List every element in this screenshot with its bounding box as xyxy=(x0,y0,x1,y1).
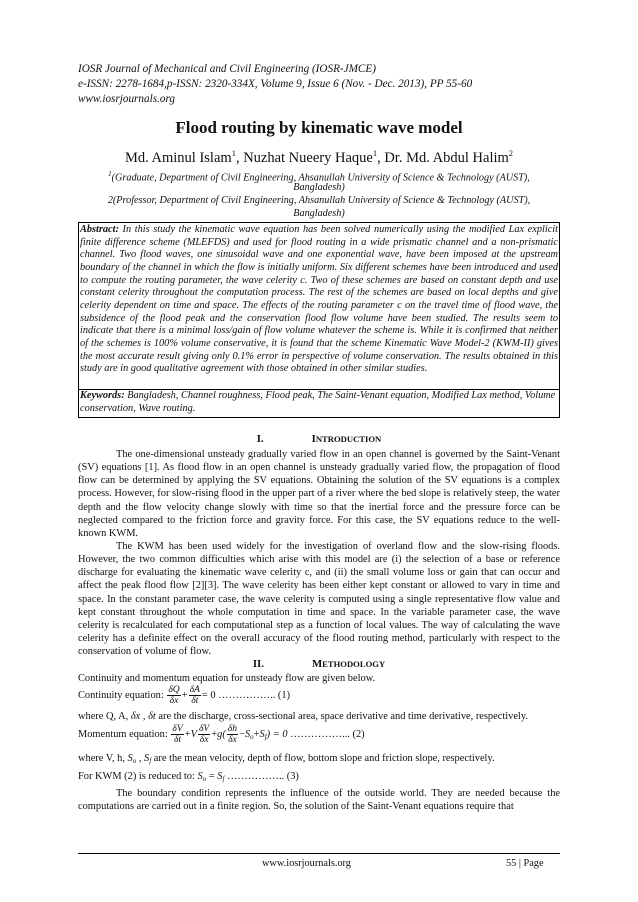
author-name: Dr. Md. Abdul Halim xyxy=(384,149,509,166)
section-title-rest: ETHODOLOGY xyxy=(322,659,386,669)
denominator: δt xyxy=(173,734,182,746)
author-affil-mark: 1 xyxy=(372,148,378,158)
author-affil-mark: 1 xyxy=(231,148,236,158)
subscript: f xyxy=(149,757,152,765)
numerator: δV xyxy=(172,723,183,735)
math-symbol: δx xyxy=(130,711,141,722)
section-title-rest: NTRODUCTION xyxy=(315,434,382,444)
plus-sign: + xyxy=(181,690,188,701)
math-symbol: S xyxy=(144,753,150,764)
equation-label: Continuity equation: xyxy=(78,690,164,701)
plus-sign: + xyxy=(253,729,260,740)
methodology-paragraph: The boundary condition represents the influence of the outside world. They are needed because the computations are carried out in a finite region. So, the solution of the Saint-Venant equations require that xyxy=(78,788,560,813)
minus-sign: − xyxy=(239,729,245,740)
section-heading-introduction xyxy=(0,433,638,445)
section-heading-methodology xyxy=(0,658,638,670)
intro-paragraph-1: The one-dimensional unsteady gradually varied flow in an open channel is governed by the Saint-Venant (SV) equations [1]. As flood flow in an open channel is unsteady gradually varied flow, the propagation of flood flow can be determined by applying the SV equations. Obtaining the solution of the SV equations is a complex process. However, for slow-rising flood in the upper part of a river where the bed slope is relatively steep, the water depth and the flow velocity change slowly with time so that the inertial force and the pressure force can be neglected compared to the friction force and gravity force. For this case, the SV equations reduce to the well-known KWM. xyxy=(78,449,560,539)
denominator: δt xyxy=(191,695,199,707)
author-list xyxy=(0,148,638,167)
numerator: δA xyxy=(189,684,200,696)
abstract-label: Abstract: xyxy=(80,224,119,235)
abstract-text: In this study the kinematic wave equation has been solved numerically using the modified Lax explicit finite difference scheme (MLEFDS) and used for flood routing in a wide prismatic channel and a non-prismatic channel. Two flood waves, one sinusoidal wave and one exponential wave, have been imposed at the upstream boundary of the channel in which the flow is initially uniform. Six different schemes have been introduced and used to compute the routing parameter, the wave celerity c. Two of these schemes are based on constant depth and use constant celerity throughout the computation process. The rest of the schemes are based on local depths and give celerity dependent on time and space. The effects of the routing parameter c on the travel time of flood wave, the subsidence of the flood peak and the conservation flood flow volume have been studied. The results seem to indicate that there is a minimal loss/gain of flow volume whatever the scheme is. While it is confirmed that neither of the schemes is 100% volume conservative, it is found that the scheme Kinematic Wave Model-2 (KWM-II) gives the most accurate result giving only 0.1% error in perspective of volume conservation. The results obtained in this study are in good qualitative agreement with those obtained in other similar studies. xyxy=(80,224,558,375)
fraction-da-dt xyxy=(189,685,201,706)
journal-issn: e-ISSN: 2278-1684,p-ISSN: 2320-334X, Volume 9, Issue 6 (Nov. - Dec. 2013), PP 55-60 xyxy=(78,78,473,90)
math-symbol: S xyxy=(127,753,133,764)
math-symbol: δt xyxy=(148,711,156,722)
footer-rule xyxy=(78,853,560,854)
numerator: δh xyxy=(227,723,238,735)
subscript: o xyxy=(202,775,207,783)
intro-paragraph-2: The KWM has been used widely for the investigation of overland flow and the slow-rising floods. However, the two common difficulties which arise with this model are (i) the selection of a base or reference discharge for evaluating the kinematic wave celerity c, and (ii) the small volume loss or gain that can occur and affect the peak flood flow [2][3]. The wave celerity has been either kept constant or allowed to vary in time and space. In the constant parameter case, the wave celerity is computed using a single representative flow value and kept constant throughout the whole computation in time and space. In the variable parameter case, the wave celerity is recalculated for each computational step as a function of local values. The way of calculating the wave celerity has a definite effect on the overall accuracy of the flood routing method, particularly with respect to the conservation of volume of flow. xyxy=(78,541,560,658)
momentum-equation xyxy=(78,722,560,750)
keywords xyxy=(80,390,558,416)
subscript: o xyxy=(132,757,137,765)
fraction-dh-dx xyxy=(227,724,238,745)
author-name: Nuzhat Nueery Haque xyxy=(243,149,373,166)
author-separator: , xyxy=(235,149,244,166)
abstract xyxy=(80,224,558,376)
keywords-label: Keywords: xyxy=(80,390,125,401)
equals-zero: = 0 xyxy=(201,690,216,701)
affiliation-2-country: Bangladesh) xyxy=(293,208,345,219)
section-initial: I xyxy=(311,433,316,445)
subscript: f xyxy=(222,775,225,783)
where-line-2 xyxy=(78,752,560,768)
author-affil-mark: 2 xyxy=(508,148,514,158)
math-symbol: S xyxy=(217,771,223,782)
equation-label: For KWM (2) is reduced to: xyxy=(78,771,198,782)
text: are the mean velocity, depth of flow, bottom slope and friction slope, respectively. xyxy=(151,753,495,764)
subscript: f xyxy=(264,733,267,741)
text: where V, h, xyxy=(78,753,128,764)
paper-title: Flood routing by kinematic wave model xyxy=(175,118,463,137)
math-symbol: V xyxy=(190,729,197,740)
text: are the discharge, cross-sectional area, space derivative and time derivative, respectively. xyxy=(155,711,528,722)
footer-website: www.iosrjournals.org xyxy=(262,858,351,869)
equation-label: Momentum equation: xyxy=(78,729,168,740)
affiliation-text: (Graduate, Department of Civil Engineering, Ahsanullah University of Science & Technology (AUST), xyxy=(111,172,530,184)
equation-number: ……………... (2) xyxy=(287,729,365,740)
plus-sign: + xyxy=(184,729,191,740)
math-symbol: ) = 0 xyxy=(266,729,288,740)
math-symbol: S xyxy=(244,729,251,740)
denominator: δx xyxy=(199,734,209,746)
section-initial: M xyxy=(311,658,323,670)
text: , xyxy=(136,753,145,764)
denominator: δx xyxy=(228,734,237,746)
subscript: o xyxy=(250,733,254,741)
math-symbol: S xyxy=(259,729,265,740)
text: where Q, A, xyxy=(78,711,131,722)
keywords-text: Bangladesh, Channel roughness, Flood peak, The Saint-Venant equation, Modified Lax method, Volume conservation, Wave routing. xyxy=(80,390,556,414)
journal-name: IOSR Journal of Mechanical and Civil Engineering (IOSR-JMCE) xyxy=(78,63,376,75)
text: , xyxy=(140,711,149,722)
section-number: II. xyxy=(252,658,264,670)
affiliation-1-country: Bangladesh) xyxy=(293,182,345,193)
denominator: δx xyxy=(169,695,179,707)
author-separator: , xyxy=(377,149,385,166)
numerator: δV xyxy=(198,723,210,735)
equals-sign: = xyxy=(206,771,218,782)
math-symbol: S xyxy=(197,771,203,782)
continuity-equation xyxy=(78,684,560,708)
fraction-dv-dx xyxy=(198,724,210,745)
equation-number: …………….. (3) xyxy=(224,771,299,782)
fraction-dq-dx xyxy=(167,685,180,706)
equation-number: …………….. (1) xyxy=(215,690,291,701)
fraction-dv-dt xyxy=(171,724,183,745)
math-symbol: g( xyxy=(217,729,226,740)
section-number: I. xyxy=(256,433,264,445)
affiliation-2: 2(Professor, Department of Civil Engineering, Ahsanullah University of Science & Technology (AUST), xyxy=(107,195,531,206)
plus-sign: + xyxy=(211,729,218,740)
journal-website: www.iosrjournals.org xyxy=(78,93,175,105)
numerator: δQ xyxy=(168,684,180,696)
kwm-equation xyxy=(78,770,560,786)
author-name: Md. Aminul Islam xyxy=(124,149,232,166)
page-number: 55 | Page xyxy=(506,858,544,869)
methodology-intro: Continuity and momentum equation for unsteady flow are given below. xyxy=(78,673,376,684)
affiliation-mark: 1 xyxy=(108,170,112,178)
